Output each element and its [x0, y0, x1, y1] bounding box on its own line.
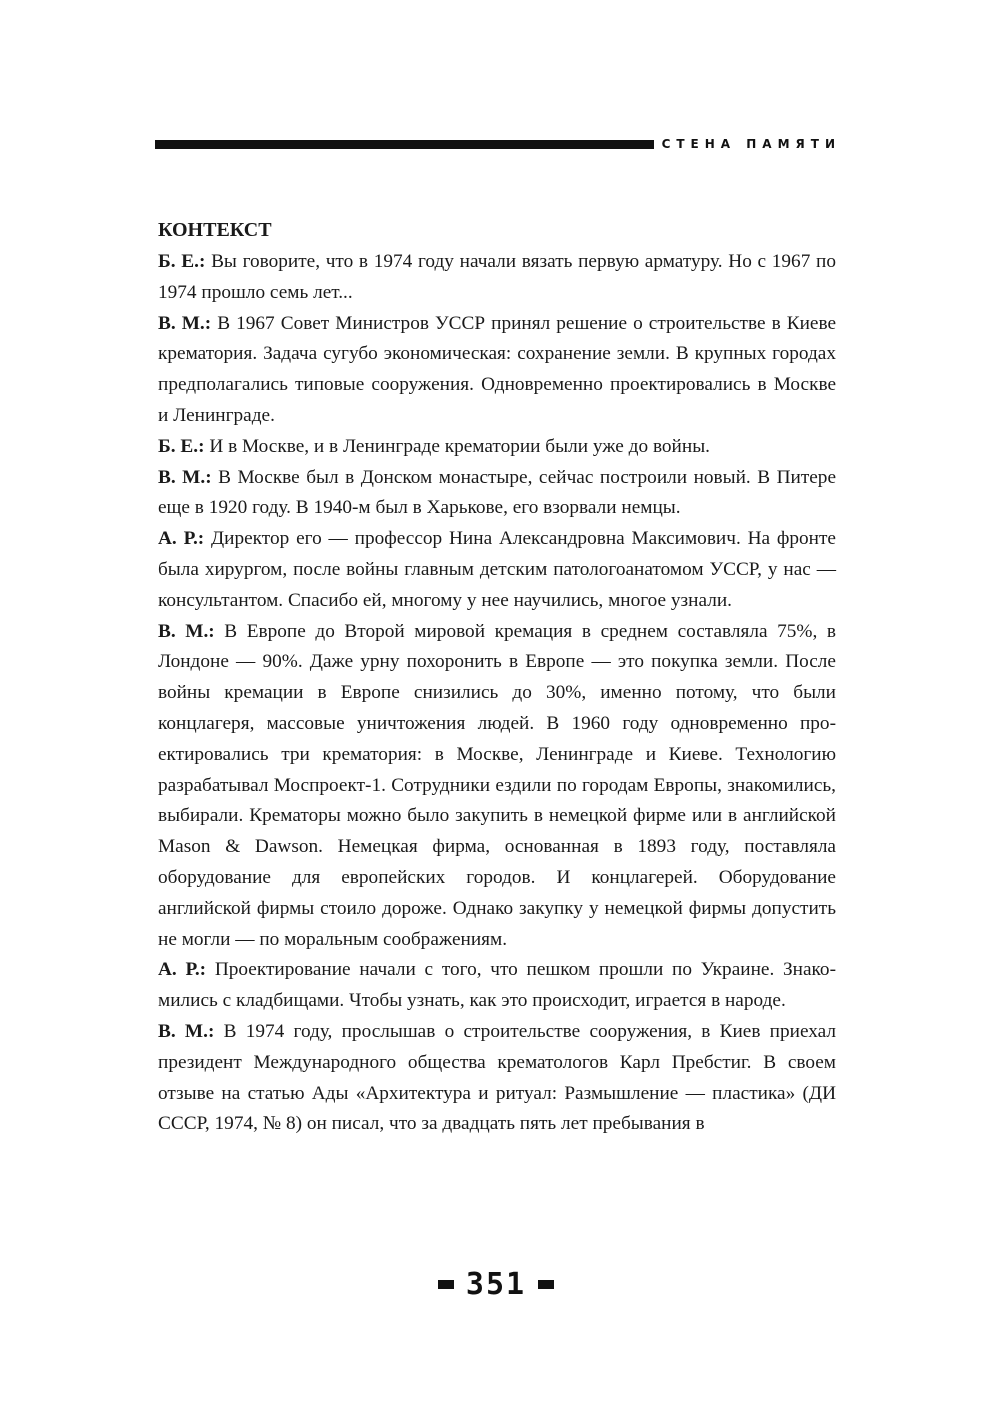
speaker-label: В. М.: — [158, 1020, 215, 1042]
paragraph-text: В Европе до Второй мировой кремация в среднем составляла 75%, в Лондоне — 90%. Даже урну похоронить в Европе — это покупка земли. После войны кремации в Европе снизились до 30%, именно потому, что были концлагеря, массовые уничтожения людей. В 1960 году одновременно проектировались три крематория: в Москве, Ленинграде и Киеве. Технологию разрабатывал Моспроект-1. Сотрудники ездили по городам Европы, знакомились, выбирали. Крематоры можно было закупить в немецкой фирме или в английской Mason & Dawson. Немецкая фирма, основанная в 1893 году, поставляла оборудование для европейских городов. И концлагерей. Оборудование английской фирмы стоило дороже. Однако закупку у немецкой фирмы допустить не могли — по моральным соображениям. — [158, 620, 836, 950]
paragraph-text: В 1967 Совет Министров УССР принял решение о строительстве в Киеве крематория. Задача сугубо экономическая: сохранение земли. В крупных городах предполагались типовые сооружения. Одновременно проектировались в Москве и Ленинграде. — [158, 312, 836, 426]
folio-left-block — [438, 1280, 454, 1289]
section-title: КОНТЕКСТ — [158, 219, 272, 241]
dialogue-paragraph — [158, 309, 836, 432]
dialogue-paragraph — [158, 617, 836, 956]
page-body — [158, 214, 836, 1140]
running-title: СТЕНА ПАМЯТИ — [661, 137, 841, 151]
dialogue-paragraph — [158, 524, 836, 616]
paragraph-text: Вы говорите, что в 1974 году начали вязать первую арматуру. Но с 1967 по 1974 прошло семь лет... — [158, 251, 836, 303]
dialogue-paragraph — [158, 1017, 836, 1140]
dialogue-paragraph — [158, 247, 836, 309]
speaker-label: В. М.: — [158, 620, 215, 642]
dialogue-paragraph — [158, 955, 836, 1017]
dialogue-paragraph — [158, 432, 836, 463]
speaker-label: В. М.: — [158, 312, 212, 334]
folio-right-block — [538, 1280, 554, 1289]
paragraph-text: Проектирование начали с того, что пешком прошли по Украине. Знакомились с кладбищами. Чтобы узнать, как это происходит, играется в народе. — [158, 959, 836, 1012]
speaker-label: А. Р.: — [158, 959, 207, 981]
paragraph-text: В 1974 году, прослышав о строительстве сооружения, в Киев приехал президент Международного общества крематологов Карл Пребстиг. В своем отзыве на статью Ады «Архитектура и ритуал: Размышление — пластика» (ДИ СССР, 1974, № 8) он писал, что за двадцать пять лет пребывания в — [158, 1020, 836, 1135]
speaker-label: Б. Е.: — [158, 435, 205, 457]
speaker-label: Б. Е.: — [158, 251, 206, 272]
page-footer — [0, 1267, 992, 1302]
running-head — [155, 136, 841, 152]
speaker-label: А. Р.: — [158, 528, 205, 550]
paragraph-text: Директор его — профессор Нина Александровна Максимович. На фронте была хирургом, после войны главным детским патологоанатомом УССР, у нас — консультантом. Спасибо ей, многому у нее научились, многое узнали. — [158, 528, 836, 611]
speaker-label: В. М.: — [158, 466, 212, 488]
paragraph-text: И в Москве, и в Ленинграде крематории были уже до войны. — [204, 435, 710, 457]
page-number: 351 — [465, 1267, 527, 1302]
dialogue-paragraph — [158, 463, 836, 525]
header-rule — [155, 140, 654, 149]
paragraph-text: В Москве был в Донском монастыре, сейчас построили новый. В Питере еще в 1920 году. В 1940-м был в Харькове, его взорвали немцы. — [158, 466, 836, 519]
